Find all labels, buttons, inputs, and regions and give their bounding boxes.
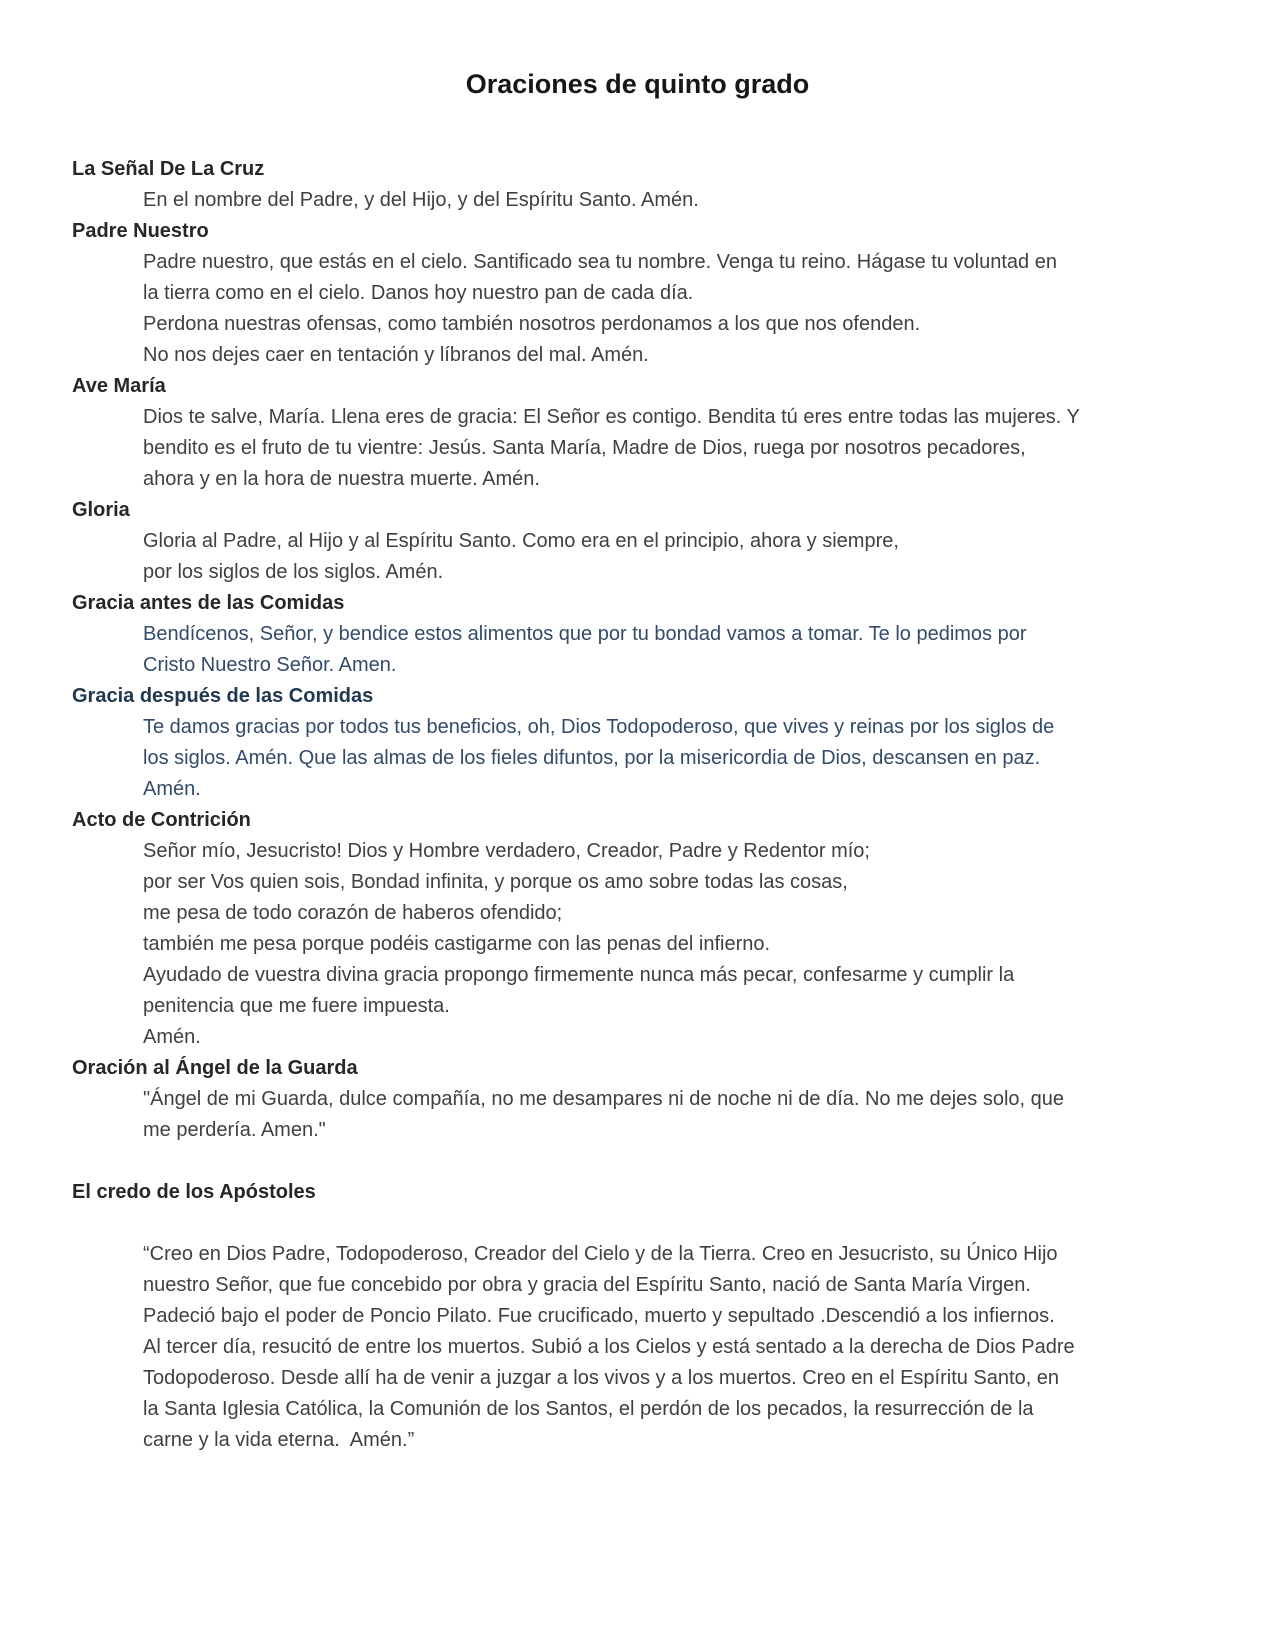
prayer-line: Gloria al Padre, al Hijo y al Espíritu Santo. Como era en el principio, ahora y siempre, <box>143 530 899 552</box>
prayer-line: los siglos. Amén. Que las almas de los fieles difuntos, por la misericordia de Dios, descansen en paz. <box>143 747 1041 769</box>
section-heading-acto-de-contricion: Acto de Contrición <box>72 809 251 831</box>
prayer-line: nuestro Señor, que fue concebido por obra y gracia del Espíritu Santo, nació de Santa María Virgen. <box>143 1274 1031 1296</box>
prayer-line: Todopoderoso. Desde allí ha de venir a juzgar a los vivos y a los muertos. Creo en el Espíritu Santo, en <box>143 1367 1060 1389</box>
prayer-line: carne y la vida eterna. Amén.” <box>143 1429 415 1451</box>
prayer-line: Señor mío, Jesucristo! Dios y Hombre verdadero, Creador, Padre y Redentor mío; <box>143 840 870 862</box>
prayer-line: “Creo en Dios Padre, Todopoderoso, Creador del Cielo y de la Tierra. Creo en Jesucristo, su Único Hijo <box>143 1243 1058 1265</box>
prayer-line: Amén. <box>143 778 201 800</box>
prayer-line: también me pesa porque podéis castigarme con las penas del infierno. <box>143 933 771 955</box>
prayer-line: me perdería. Amen." <box>143 1119 326 1141</box>
prayer-line: "Ángel de mi Guarda, dulce compañía, no me desampares ni de noche ni de día. No me dejes solo, que <box>143 1088 1064 1110</box>
prayer-line: Dios te salve, María. Llena eres de gracia: El Señor es contigo. Bendita tú eres entre todas las mujeres. Y <box>143 406 1080 428</box>
section-heading-ave-maria: Ave María <box>72 375 166 397</box>
blank-line <box>72 1146 1203 1177</box>
prayer-line: Te damos gracias por todos tus beneficios, oh, Dios Todopoderoso, que vives y reinas por los siglos de <box>143 716 1055 738</box>
prayer-line: Cristo Nuestro Señor. Amen. <box>143 654 397 676</box>
prayer-line: Perdona nuestras ofensas, como también nosotros perdonamos a los que nos ofenden. <box>143 313 921 335</box>
prayer-line: la Santa Iglesia Católica, la Comunión de los Santos, el perdón de los pecados, la resurrección de la <box>143 1398 1034 1420</box>
prayer-line: ahora y en la hora de nuestra muerte. Amén. <box>143 468 540 490</box>
prayer-line: por ser Vos quien sois, Bondad infinita, y porque os amo sobre todas las cosas, <box>143 871 848 893</box>
blank-line <box>72 1208 1203 1239</box>
prayer-line: Ayudado de vuestra divina gracia propongo firmemente nunca más pecar, confesarme y cumplir la <box>143 964 1015 986</box>
prayer-line: penitencia que me fuere impuesta. <box>143 995 450 1017</box>
prayer-line: la tierra como en el cielo. Danos hoy nuestro pan de cada día. <box>143 282 694 304</box>
prayer-line: me pesa de todo corazón de haberos ofendido; <box>143 902 563 924</box>
section-heading-oracion-al-angel-de-la-guarda: Oración al Ángel de la Guarda <box>72 1057 358 1079</box>
section-heading-padre-nuestro: Padre Nuestro <box>72 220 209 242</box>
section-heading-gloria: Gloria <box>72 499 130 521</box>
prayer-line: Bendícenos, Señor, y bendice estos alimentos que por tu bondad vamos a tomar. Te lo pedimos por <box>143 623 1027 645</box>
prayer-line: bendito es el fruto de tu vientre: Jesús. Santa María, Madre de Dios, ruega por nosotros pecadores, <box>143 437 1026 459</box>
section-heading-la-senal-de-la-cruz: La Señal De La Cruz <box>72 158 265 180</box>
prayer-line: por los siglos de los siglos. Amén. <box>143 561 444 583</box>
page-title: Oraciones de quinto grado <box>465 69 810 99</box>
section-heading-el-credo-de-los-apostoles: El credo de los Apóstoles <box>72 1181 316 1203</box>
prayer-line: Padre nuestro, que estás en el cielo. Santificado sea tu nombre. Venga tu reino. Hágase tu voluntad en <box>143 251 1057 273</box>
prayer-line: Amén. <box>143 1026 201 1048</box>
prayer-line: En el nombre del Padre, y del Hijo, y del Espíritu Santo. Amén. <box>143 189 699 211</box>
prayer-line: Padeció bajo el poder de Poncio Pilato. Fue crucificado, muerto y sepultado .Descendió a los infiernos. <box>143 1305 1055 1327</box>
prayer-line: No nos dejes caer en tentación y líbranos del mal. Amén. <box>143 344 649 366</box>
section-heading-gracia-despues-de-las-comidas: Gracia después de las Comidas <box>72 685 374 707</box>
prayer-line: Al tercer día, resucitó de entre los muertos. Subió a los Cielos y está sentado a la derecha de Dios Padre <box>143 1336 1075 1358</box>
section-heading-gracia-antes-de-las-comidas: Gracia antes de las Comidas <box>72 592 345 614</box>
